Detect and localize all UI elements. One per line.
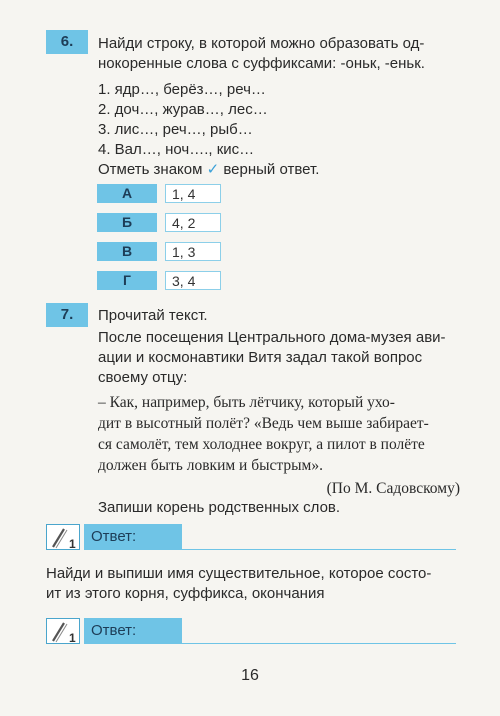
word-line: 4. Вал…, ноч…., кис… bbox=[98, 141, 255, 158]
answer-label: Ответ: bbox=[84, 524, 182, 550]
word-line: 3. лис…, реч…, рыб… bbox=[98, 121, 253, 138]
task-7-quote bbox=[98, 392, 470, 476]
option-a-label: А bbox=[97, 184, 157, 203]
task-7-read-text: Прочитай текст. bbox=[98, 307, 208, 324]
task-6-question bbox=[98, 34, 468, 74]
answer-row bbox=[46, 524, 456, 550]
option-v-label: В bbox=[97, 242, 157, 261]
pencil-icon bbox=[46, 524, 80, 550]
quote-line: должен быть ловким и быстрым». bbox=[98, 457, 323, 474]
intro-line: После посещения Центрального дома-музея ави- bbox=[98, 329, 446, 346]
word-line: 2. доч…, журав…, лес… bbox=[98, 101, 268, 118]
quote-source: (По М. Садовскому) bbox=[326, 480, 460, 497]
answer-line[interactable] bbox=[182, 549, 456, 550]
task-7-instruction: Запиши корень родственных слов. bbox=[98, 499, 341, 516]
option-b-value[interactable]: 4, 2 bbox=[165, 213, 221, 232]
pencil-icon bbox=[46, 618, 80, 644]
option-v-value[interactable]: 1, 3 bbox=[165, 242, 221, 261]
task-6-question-line: нокоренные слова с суффиксами: -оньк, -еньк. bbox=[98, 55, 425, 72]
task-6-word-lines bbox=[98, 80, 398, 160]
intro-line: своему отцу: bbox=[98, 369, 188, 386]
check-icon: ✓ bbox=[206, 161, 220, 178]
find-task-line: Найди и выпиши имя существительное, которое состо- bbox=[46, 565, 432, 582]
quote-line: дит в высотный полёт? «Ведь чем выше забирает- bbox=[98, 415, 429, 432]
task-6-question-line: Найди строку, в которой можно образовать од- bbox=[98, 35, 425, 52]
option-g-label: Г bbox=[97, 271, 157, 290]
answer-line[interactable] bbox=[182, 643, 456, 644]
option-a-value[interactable]: 1, 4 bbox=[165, 184, 221, 203]
task-7-number: 7. bbox=[46, 303, 88, 327]
svg-text:1: 1 bbox=[69, 537, 76, 551]
task-6-number: 6. bbox=[46, 30, 88, 54]
instruction-text: Отметь знаком bbox=[98, 161, 203, 178]
answer-label: Ответ: bbox=[84, 618, 182, 644]
svg-text:1: 1 bbox=[69, 631, 76, 645]
word-line: 1. ядр…, берёз…, реч… bbox=[98, 81, 266, 98]
page-number: 16 bbox=[241, 667, 259, 684]
quote-line: – Как, например, быть лётчику, который ухо- bbox=[98, 394, 395, 411]
instruction-text: верный ответ. bbox=[223, 161, 320, 178]
task-7-intro bbox=[98, 328, 468, 388]
option-b-label: Б bbox=[97, 213, 157, 232]
intro-line: ации и космонавтики Витя задал такой вопрос bbox=[98, 349, 423, 366]
task-6-instruction bbox=[98, 160, 418, 180]
find-task-line: ит из этого корня, суффикса, окончания bbox=[46, 585, 325, 602]
quote-line: ся самолёт, тем холоднее вокруг, а пилот в полёте bbox=[98, 436, 425, 453]
option-g-value[interactable]: 3, 4 bbox=[165, 271, 221, 290]
answer-row bbox=[46, 618, 456, 644]
find-task bbox=[46, 564, 466, 604]
